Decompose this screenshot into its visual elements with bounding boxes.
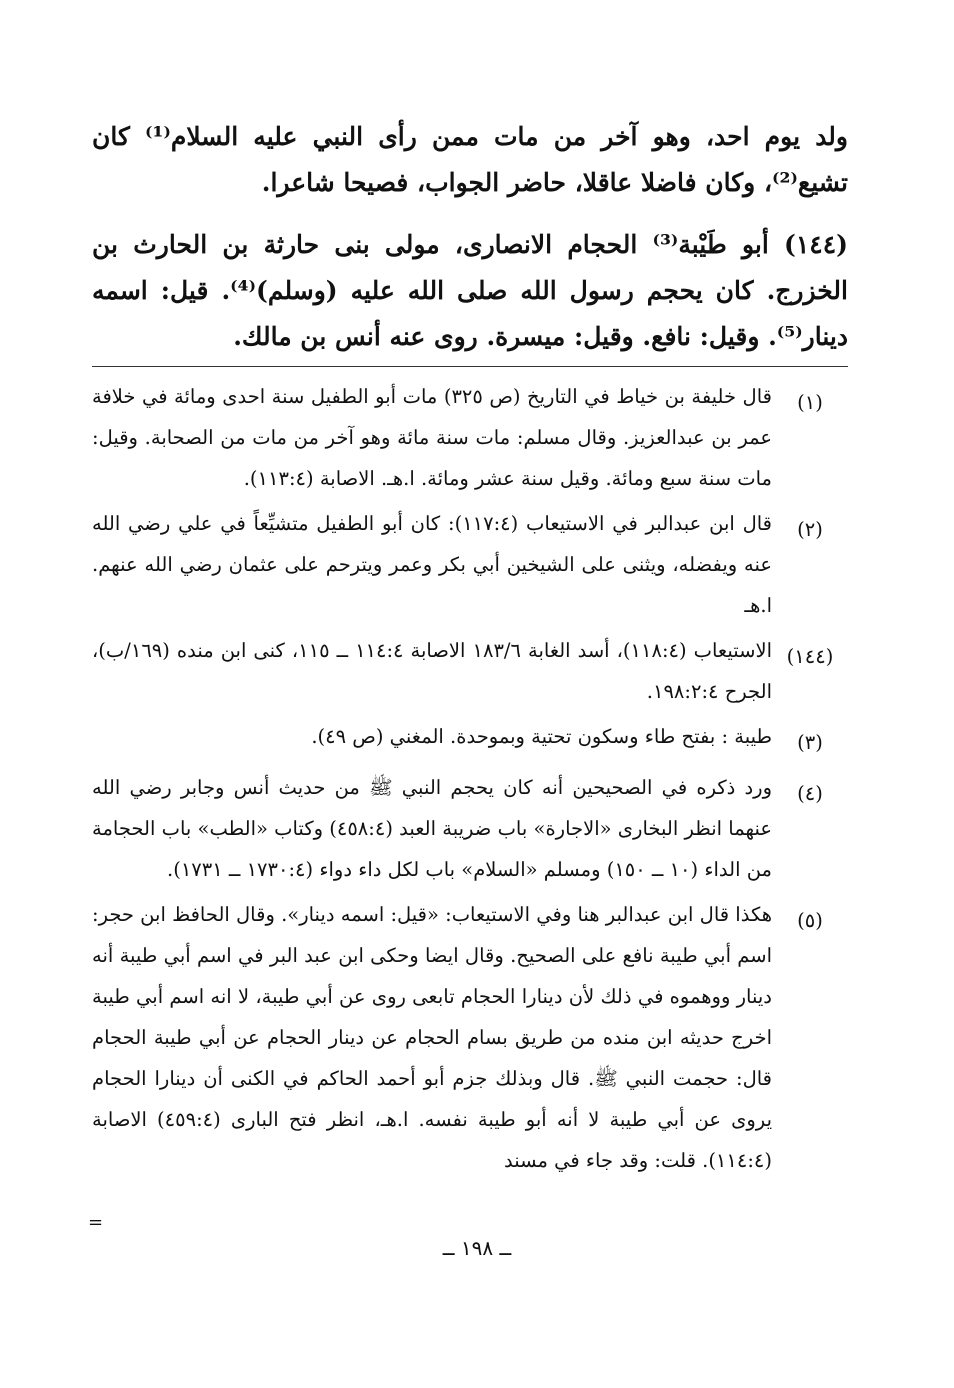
continuation-mark: = — [88, 1212, 104, 1233]
page-number: ــ ١٩٨ ــ — [442, 1236, 512, 1260]
footnote-text: طيبة : بفتح طاء وسكون تحتية وبموحدة. المغني (ص ٤٩). — [311, 725, 772, 748]
footnote-text: هكذا قال ابن عبدالبر هنا وفي الاستيعاب: «قيل: اسمه دينار». وقال الحافظ ابن حجر: اسم أبي طيبة نافع على الصحيح. وقال ايضا وحكى ابن عبد البر في اسم أبي طيبة أنه دينار ووهموه في ذلك لأن دينارا الحجام تابعى روى عن أبي طيبة، لا انه اسم أبي طيبة اخرج حديثه ابن منده من طريق بسام الحجام عن دينار الحجام عن أبي طيبة الحجام قال: حجمت النبي ﷺ. قال وبذلك جزم أبو أحمد الحاكم في الكنى أن دينارا الحجام يروى عن أبي طيبة لا أنه أبو طيبة نفسه. ا.هـ، انظر فتح البارى (٤٥٩:٤) الاصابة (١١٤:٤). قلت: وقد جاء في مسند — [92, 903, 772, 1172]
biography-entry-144: (١٤٤) أبو طَيْبة⁽³⁾ الحجام الانصارى، مولى بنى حارثة بن الحارث بن الخزرج. كان يحجم رسول الله صلى الله عليه (وسلم)⁽⁴⁾. قيل: اسمه دينار⁽⁵⁾. وقيل: نافع. وقيل: ميسرة. روى عنه أنس بن مالك. — [92, 230, 849, 351]
footnotes — [92, 376, 848, 1185]
main-paragraph-1 — [92, 114, 848, 206]
footnote-number: (٥) — [797, 909, 823, 932]
footnote — [92, 376, 848, 499]
footnote-text: قال خليفة بن خياط في التاريخ (ص ٣٢٥) مات أبو الطفيل سنة احدى ومائة في خلافة عمر بن عبدالعزيز. وقال مسلم: مات سنة مائة وهو آخر من مات من الصحابة. وقيل: مات سنة سبع ومائة. وقيل سنة عشر ومائة. ا.هـ. الاصابة (١١٣:٤). — [92, 385, 772, 490]
footnote-text: قال ابن عبدالبر في الاستيعاب (١١٧:٤): كان أبو الطفيل متشيِّعاً في علي رضي الله عنه ويفضله، ويثنى على الشيخين أبي بكر وعمر ويترحم على عثمان رضي الله عنهم. ا.هـ — [92, 512, 772, 617]
footnote — [92, 503, 848, 626]
paragraph-text: ولد يوم احد، وهو آخر من مات ممن رأى النبي عليه السلام⁽¹⁾ كان تشيع⁽²⁾، وكان فاضلا عاقلا، حاضر الجواب، فصيحا شاعرا. — [92, 122, 849, 197]
footnote-number: (٤) — [797, 782, 823, 805]
main-paragraph-2 — [92, 222, 848, 360]
footnote — [92, 767, 848, 890]
footnote-separator — [92, 366, 848, 367]
footnote — [92, 716, 848, 763]
footnote-number: (٣) — [797, 731, 823, 754]
footnote-number: (١) — [797, 391, 823, 414]
footnote — [92, 630, 848, 712]
footnote-number: (٢) — [797, 518, 823, 541]
footnote — [92, 894, 848, 1181]
footnote-number: (١٤٤) — [786, 645, 834, 668]
footnote-text: الاستيعاب (١١٨:٤)، أسد الغابة ١٨٣/٦ الاصابة ١١٤:٤ ــ ١١٥، كنى ابن منده (١٦٩/ب)، الجرح ١٩٨:٢:٤. — [92, 639, 772, 703]
footnote-text: ورد ذكره في الصحيحين أنه كان يحجم النبي ﷺ من حديث أنس وجابر رضي الله عنهما انظر البخارى «الاجارة» باب ضريبة العبد (٤٥٨:٤) وكتاب «الطب» باب الحجامة من الداء (١٠ ــ ١٥٠) ومسلم «السلام» باب لكل داء دواء (١٧٣٠:٤ ــ ١٧٣١). — [92, 776, 773, 881]
